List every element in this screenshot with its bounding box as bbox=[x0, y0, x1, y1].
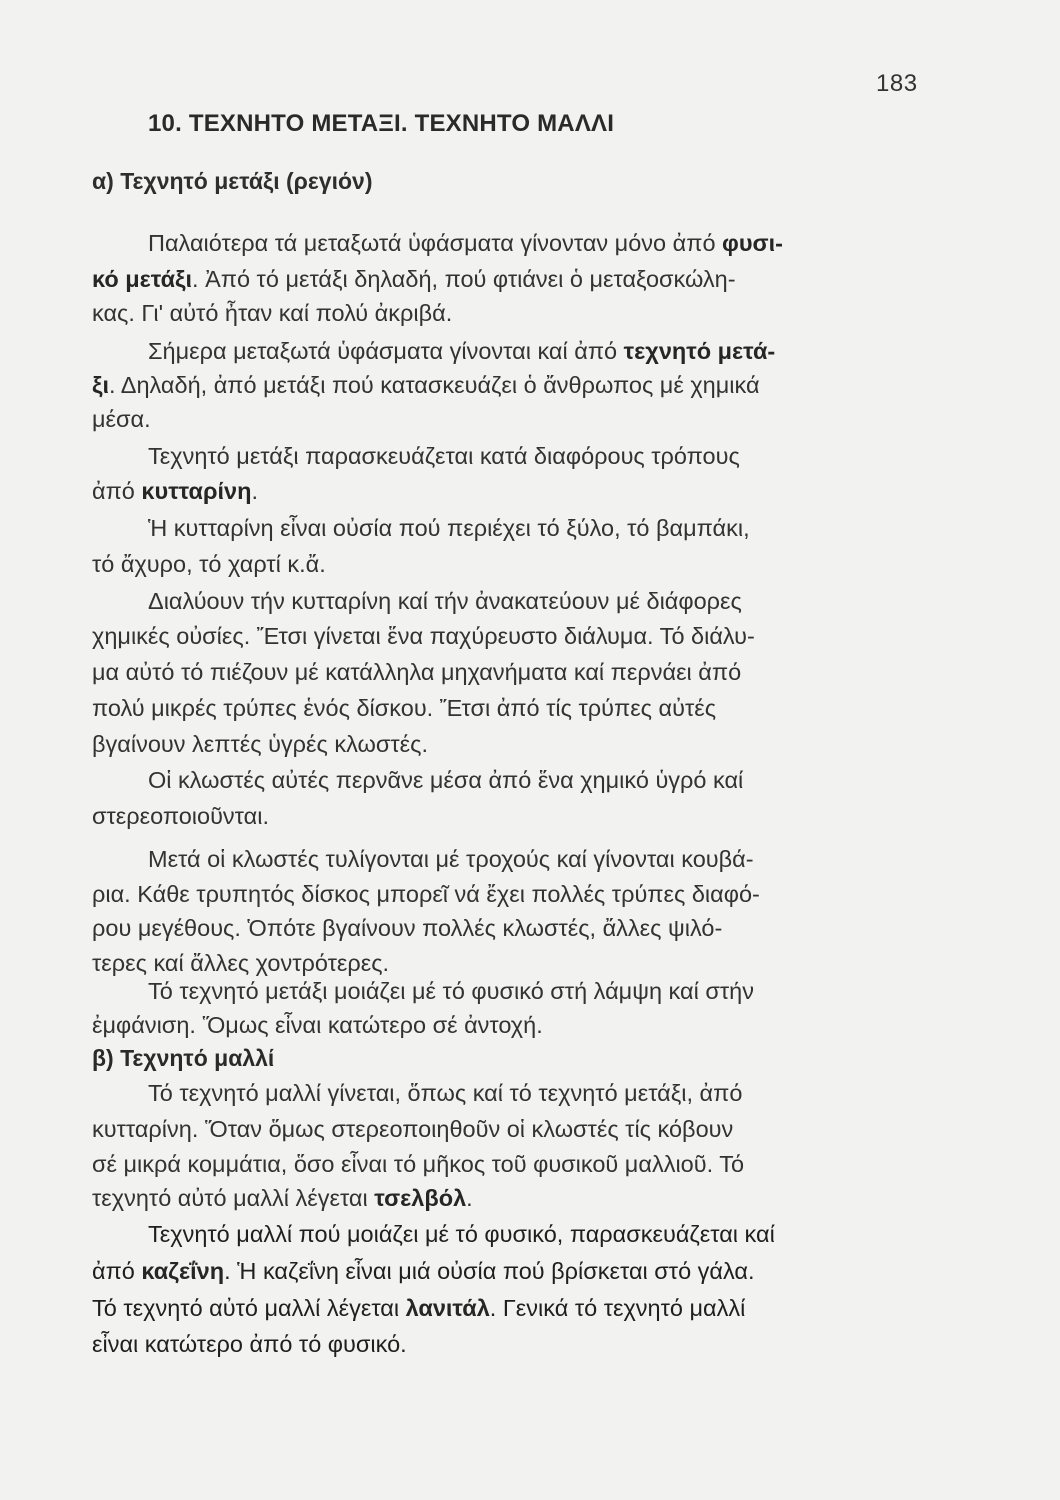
text-line-post: . Ἡ καζεΐνη εἶναι μιά οὐσία πού βρίσκεται στό γάλα. bbox=[224, 1258, 755, 1284]
text-line bbox=[92, 1297, 745, 1321]
text-line-post: . bbox=[251, 478, 258, 504]
text-line-pre: ἀπό bbox=[92, 1258, 142, 1284]
text-line bbox=[92, 268, 736, 292]
text-line-bold: τσελβόλ bbox=[374, 1185, 467, 1211]
text-line-pre: βγαίνουν λεπτές ὑγρές κλωστές. bbox=[92, 731, 428, 757]
chapter-title: 10. ΤΕΧΝΗΤΟ ΜΕΤΑΞΙ. ΤΕΧΝΗΤΟ ΜΑΛΛΙ bbox=[148, 110, 615, 137]
text-line bbox=[92, 697, 716, 721]
text-line bbox=[92, 408, 151, 432]
section-a-heading: α) Τεχνητό μετάξι (ρεγιόν) bbox=[92, 168, 373, 194]
text-line-post: . bbox=[466, 1185, 473, 1211]
text-line-pre: Σήμερα μεταξωτά ὑφάσματα γίνονται καί ἀπό bbox=[148, 338, 624, 364]
text-line-pre: κας. Γι' αὐτό ἦταν καί πολύ ἀκριβά. bbox=[92, 300, 453, 326]
text-line-pre: στερεοποιοῦνται. bbox=[92, 803, 269, 829]
text-line bbox=[148, 769, 743, 793]
text-line-post: . Γενικά τό τεχνητό μαλλί bbox=[489, 1295, 746, 1321]
text-line-pre: ἀπό bbox=[92, 478, 142, 504]
text-line-bold: κό μετάξι bbox=[92, 266, 193, 292]
text-line-pre: ρια. Κάθε τρυπητός δίσκος μπορεῖ νά ἔχει πολλές τρύπες διαφό- bbox=[92, 881, 760, 907]
text-line-pre: εἶναι κατώτερο ἀπό τό φυσικό. bbox=[92, 1331, 407, 1357]
text-line bbox=[148, 1082, 742, 1106]
text-line-pre: τό ἄχυρο, τό χαρτί κ.ἄ. bbox=[92, 551, 326, 577]
text-line bbox=[92, 952, 389, 976]
text-line-bold: καζεΐνη bbox=[141, 1258, 225, 1284]
text-line-pre: Οἱ κλωστές αὐτές περνᾶνε μέσα ἀπό ἕνα χημικό ὑγρό καί bbox=[148, 767, 744, 793]
text-line-pre: πολύ μικρές τρύπες ἑνός δίσκου. Ἔτσι ἀπό τίς τρύπες αὐτές bbox=[92, 695, 717, 721]
text-line bbox=[148, 517, 750, 541]
text-line bbox=[92, 553, 326, 577]
text-line-pre: Τό τεχνητό αὐτό μαλλί λέγεται bbox=[92, 1295, 406, 1321]
section-b-heading: β) Τεχνητό μαλλί bbox=[92, 1045, 275, 1071]
text-line-pre: ρου μεγέθους. Ὁπότε βγαίνουν πολλές κλωστές, ἄλλες ψιλό- bbox=[92, 915, 723, 941]
text-line-pre: Τεχνητό μετάξι παρασκευάζεται κατά διαφόρους τρόπους bbox=[148, 443, 740, 469]
text-line-pre: χημικές οὐσίες. Ἔτσι γίνεται ἕνα παχύρευστο διάλυμα. Τό διάλυ- bbox=[92, 623, 755, 649]
text-line-bold: κυτταρίνη bbox=[141, 478, 252, 504]
text-line bbox=[92, 1333, 407, 1357]
text-line bbox=[148, 980, 754, 1004]
text-line bbox=[92, 480, 258, 504]
text-line bbox=[92, 625, 755, 649]
text-line bbox=[92, 1187, 473, 1211]
text-line-pre: Τό τεχνητό μαλλί γίνεται, ὅπως καί τό τεχνητό μετάξι, ἀπό bbox=[148, 1080, 743, 1106]
text-line-pre: σέ μικρά κομμάτια, ὅσο εἶναι τό μῆκος τοῦ φυσικοῦ μαλλιοῦ. Τό bbox=[92, 1151, 745, 1177]
text-line-pre: Ἡ κυτταρίνη εἶναι οὐσία πού περιέχει τό ξύλο, τό βαμπάκι, bbox=[148, 515, 750, 541]
page-number: 183 bbox=[876, 70, 918, 97]
text-line bbox=[92, 1260, 755, 1284]
text-line bbox=[148, 445, 740, 469]
text-line-pre: Τό τεχνητό μετάξι μοιάζει μέ τό φυσικό στή λάμψη καί στήν bbox=[148, 978, 754, 1004]
text-line-pre: τερες καί ἄλλες χοντρότερες. bbox=[92, 950, 390, 976]
text-line-bold: ξι bbox=[92, 372, 109, 398]
text-line bbox=[92, 733, 428, 757]
text-line-pre: κυτταρίνη. Ὅταν ὅμως στερεοποιηθοῦν οἱ κλωστές τίς κόβουν bbox=[92, 1116, 734, 1142]
text-line-pre: τεχνητό αὐτό μαλλί λέγεται bbox=[92, 1185, 375, 1211]
text-line bbox=[92, 917, 722, 941]
text-line-post: . Δηλαδή, ἀπό μετάξι πού κατασκευάζει ὁ ἄνθρωπος μέ χημικά bbox=[109, 372, 760, 398]
text-line bbox=[92, 805, 269, 829]
text-line-pre: Διαλύουν τήν κυτταρίνη καί τήν ἀνακατεύουν μέ διάφορες bbox=[148, 588, 742, 614]
text-line bbox=[148, 340, 775, 364]
text-line bbox=[148, 590, 742, 614]
text-line-bold: λανιτάλ bbox=[405, 1295, 490, 1321]
text-line-pre: ἐμφάνιση. Ὅμως εἶναι κατώτερο σέ ἀντοχή. bbox=[92, 1012, 543, 1038]
text-line-pre: Μετά οἱ κλωστές τυλίγονται μέ τροχούς καί γίνονται κουβά- bbox=[148, 846, 754, 872]
text-line bbox=[148, 232, 783, 256]
text-line-bold: τεχνητό μετά- bbox=[623, 338, 776, 364]
text-line-pre: μέσα. bbox=[92, 406, 151, 432]
text-line bbox=[92, 661, 741, 685]
text-line-post: . Ἀπό τό μετάξι δηλαδή, πού φτιάνει ὁ μεταξοσκώλη- bbox=[192, 266, 736, 292]
text-line-pre: Παλαιότερα τά μεταξωτά ὑφάσματα γίνονταν μόνο ἀπό bbox=[148, 230, 723, 256]
text-line bbox=[92, 1014, 543, 1038]
text-line bbox=[92, 302, 452, 326]
text-line bbox=[92, 1118, 733, 1142]
text-line bbox=[92, 883, 760, 907]
text-line bbox=[148, 848, 754, 872]
text-line bbox=[148, 1223, 775, 1247]
text-line-bold: φυσι- bbox=[722, 230, 783, 256]
text-line-pre: Τεχνητό μαλλί πού μοιάζει μέ τό φυσικό, παρασκευάζεται καί bbox=[148, 1221, 775, 1247]
text-line bbox=[92, 1153, 744, 1177]
text-line bbox=[92, 374, 760, 398]
text-line-pre: μα αὐτό τό πιέζουν μέ κατάλληλα μηχανήματα καί περνάει ἀπό bbox=[92, 659, 742, 685]
